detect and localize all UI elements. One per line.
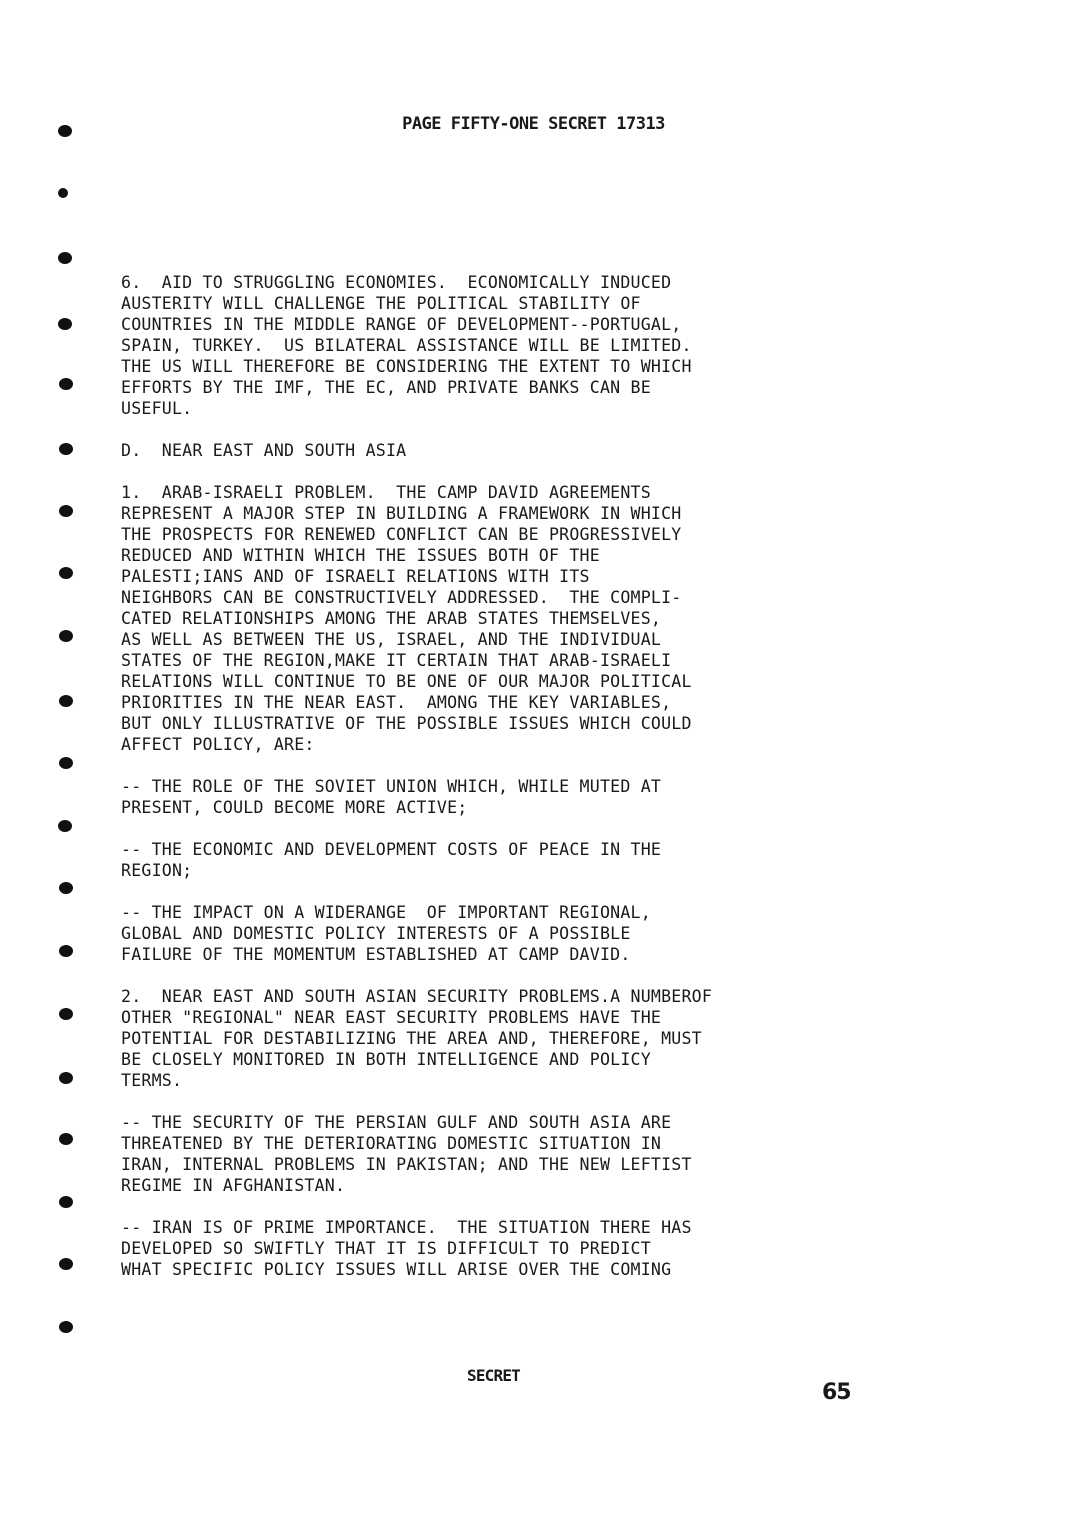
punch-hole: [59, 505, 73, 517]
punch-hole: [59, 882, 73, 894]
document-body: [121, 272, 861, 1301]
punch-hole: [59, 1133, 73, 1145]
punch-hole: [59, 757, 73, 769]
page-header: PAGE FIFTY-ONE SECRET 17313: [402, 114, 665, 134]
punch-hole-margin: [0, 0, 100, 1513]
bullet-camp-david-failure: -- THE IMPACT ON A WIDERANGE OF IMPORTANT REGIONAL, GLOBAL AND DOMESTIC POLICY INTERESTS OF A POSSIBLE FAILURE OF THE MOMENTUM ESTABLISHED AT CAMP DAVID.: [121, 903, 651, 964]
footer-classification: SECRET: [467, 1366, 520, 1385]
punch-hole: [59, 1196, 73, 1208]
paragraph-arab-israeli-problem: 1. ARAB-ISRAELI PROBLEM. THE CAMP DAVID AGREEMENTS REPRESENT A MAJOR STEP IN BUILDING A FRAMEWORK IN WHICH THE PROSPECTS FOR RENEWED CONFLICT CAN BE PROGRESSIVELY REDUCED AND WITHIN WHICH THE ISSUES BOTH OF THE PALESTI;IANS AND OF ISRAELI RELATIONS WITH ITS NEIGHBORS CAN BE CONSTRUCTIVELY ADDRESSED. THE COMPLI- CATED RELATIONSHIPS AMONG THE ARAB STATES THEMSELVES, AS WELL AS BETWEEN THE US, ISRAEL, AND THE INDIVIDUAL STATES OF THE REGION,MAKE IT CERTAIN THAT ARAB-ISRAELI RELATIONS WILL CONTINUE TO BE ONE OF OUR MAJOR POLITICAL PRIORITIES IN THE NEAR EAST. AMONG THE KEY VARIABLES, BUT ONLY ILLUSTRATIVE OF THE POSSIBLE ISSUES WHICH COULD AFFECT POLICY, ARE:: [121, 483, 692, 754]
punch-hole: [59, 630, 73, 642]
punch-hole: [59, 378, 73, 390]
punch-hole: [58, 318, 72, 330]
page-number: 65: [822, 1380, 851, 1405]
punch-hole: [59, 443, 73, 455]
punch-hole: [58, 252, 72, 264]
punch-hole: [59, 1008, 73, 1020]
punch-hole: [59, 567, 73, 579]
punch-hole: [58, 188, 68, 198]
punch-hole: [58, 820, 72, 832]
paragraph-security-problems: 2. NEAR EAST AND SOUTH ASIAN SECURITY PROBLEMS.A NUMBEROF OTHER "REGIONAL" NEAR EAST SECURITY PROBLEMS HAVE THE POTENTIAL FOR DESTABILIZING THE AREA AND, THEREFORE, MUST BE CLOSELY MONITORED IN BOTH INTELLIGENCE AND POLICY TERMS.: [121, 987, 713, 1090]
bullet-economic-costs: -- THE ECONOMIC AND DEVELOPMENT COSTS OF PEACE IN THE REGION;: [121, 840, 662, 880]
punch-hole: [59, 1258, 73, 1270]
punch-hole: [59, 1072, 73, 1084]
bullet-soviet-union: -- THE ROLE OF THE SOVIET UNION WHICH, WHILE MUTED AT PRESENT, COULD BECOME MORE ACTIVE;: [121, 777, 662, 817]
bullet-iran: -- IRAN IS OF PRIME IMPORTANCE. THE SITUATION THERE HAS DEVELOPED SO SWIFTLY THAT IT IS DIFFICULT TO PREDICT WHAT SPECIFIC POLICY ISSUES WILL ARISE OVER THE COMING: [121, 1218, 692, 1279]
punch-hole: [59, 945, 73, 957]
section-heading-near-east: D. NEAR EAST AND SOUTH ASIA: [121, 441, 407, 460]
punch-hole: [59, 1321, 73, 1333]
bullet-persian-gulf: -- THE SECURITY OF THE PERSIAN GULF AND SOUTH ASIA ARE THREATENED BY THE DETERIORATING DOMESTIC SITUATION IN IRAN, INTERNAL PROBLEMS IN PAKISTAN; AND THE NEW LEFTIST REGIME IN AFGHANISTAN.: [121, 1113, 692, 1195]
punch-hole: [59, 695, 73, 707]
paragraph-aid-to-struggling-economies: 6. AID TO STRUGGLING ECONOMIES. ECONOMICALLY INDUCED AUSTERITY WILL CHALLENGE THE POLITICAL STABILITY OF COUNTRIES IN THE MIDDLE RANGE OF DEVELOPMENT--PORTUGAL, SPAIN, TURKEY. US BILATERAL ASSISTANCE WILL BE LIMITED. THE US WILL THEREFORE BE CONSIDERING THE EXTENT TO WHICH EFFORTS BY THE IMF, THE EC, AND PRIVATE BANKS CAN BE USEFUL.: [121, 273, 692, 418]
